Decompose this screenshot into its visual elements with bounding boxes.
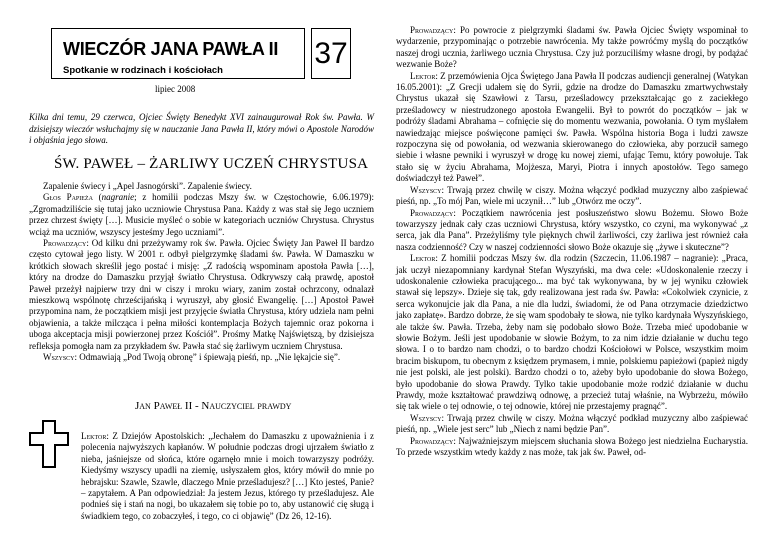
header-title-frame [51,28,305,79]
paragraph-text: Z Dziejów Apostolskich: „Jechałem do Damaszku z upoważnienia i z polecenia najwyższych kapłanów. W południe podczas drogi ujrzałem światło z nieba, jaśniejsze od słońca, które ogarnęło mnie i moich towarzyszy podróży. Kiedyśmy wszyscy upadli na ziemię, usłyszałem głos, który mówił do mnie po hebrajsku: Szawle, Szawle, dlaczego Mnie prześladujesz? […] Kto jesteś, Panie? – zapytałem. A Pan odpowiedział: Ja jestem Jezus, którego ty prześladujesz. Ale podnieś się i stań na nogi, bo ukazałem się tobie po to, aby ustanowić cię sługą i świadkiem tego, co zobaczyłeś, i tego, co ci objawię” (Dz 26, 12-16). [81,431,374,521]
paragraph: Prowadzący: Od kilku dni przeżywamy rok św. Pawła. Ojciec Święty Jan Paweł II bardzo często cytował jego listy. W 2001 r. odbył pielgrzymkę śladami św. Pawła. W Damaszku w krótkich słowach skreślił jego postać i misję: „Z radością wspominam apostoła Pawła […], który na drodze do Damaszku przyjął światło Chrystusa. Odkrywszy całą prawdę, apostoł Paweł przeżył najpierw trzy dni w ciszy i mroku wiary, zanim został ochrzcony, odnalazł mieszkową wspólnotę chrześcijańską i wyruszył, aby głosić Ewangelię. […] Apostoł Paweł przypomina nam, że początkiem misji jest przyjęcie światła Chrystusa, który udziela nam pełni objawienia, a także milcząca i pełna miłości kontemplacja Bożych tajemnic oraz pokorna i uboga akceptacja misji powierzonej przez Kościół”. Prośmy Matkę Najświętszą, by dzisiejsza refleksja pomogła nam za przykładem św. Pawła stać się żarliwym uczniem Chrystusa. [29,238,374,351]
paragraph-text: Z przemówienia Ojca Świętego Jana Pawła II podczas audiencji generalnej (Watykan 16.05.2001): „Z Grecji udałem się do Syrii, gdzie na drodze do Damaszku zmartwychwstały Chrystus ukazał się Szawłowi z Tarsu, prześladowcy przekształcając go z zaciekłego prześladowcy w niestrudzonego apostoła Ewangelii. Był to powrót do początków – jak w podróży śladami Abrahama – cofnięcie się do momentu wezwania, powołania. O tym myślałem nawiedzając miejsce poświęcone pamięci św. Pawła. Wspólna historia Boga i ludzi zawsze rozpoczyna się od powołania, od wezwania skierowanego do człowieka, aby porzucił samego siebie i własne pewniki i wyruszył w drogę ku nowej ziemi, ufając Temu, który powołuje. Tak stało się w życiu Abrahama, Mojżesza, Maryi, Piotra i innych apostołów. Tego samego doświadczył też Paweł”. [396,70,748,184]
section1-body [29,181,374,364]
paragraph: Wszyscy: Trwają przez chwilę w ciszy. Można włączyć podkład muzyczny albo zaśpiewać pieśń, np. „To mój Pan, wiele mi uczynił…” lub „Otwórz me oczy”. [396,184,748,207]
paragraph: Wszyscy: Trwają przez chwilę w ciszy. Można włączyć podkład muzyczny albo zaśpiewać pieśń, np. „Wiele jest serc” lub „Niech z nami będzie Pan”. [396,412,748,435]
paragraph-text: Trwają przez chwilę w ciszy. Można włączyć podkład muzyczny albo zaśpiewać pieśń, np. „To mój Pan, wiele mi uczynił…” lub „Otwórz me oczy”. [396,184,748,207]
paren-note: nagranie [101,192,135,203]
paragraph: Prowadzący: Początkiem nawrócenia jest posłuszeństwo słowu Bożemu. Słowo Boże towarzyszy jednak cały czas uczniowi Chrystusa, który wszystko, co czyni, ma wykonywać „z serca, jak dla Pana”. Przeżyliśmy tyle pięknych chwil żarliwości, czy żarliwa jest również cała nasza codzienność? Czy w naszej codzienności słowo Boże okazuje się „żywe i skuteczne”? [396,207,748,252]
right-column [396,25,748,458]
speaker-label: Lektor [410,70,436,81]
paragraph-text: Od kilku dni przeżywamy rok św. Pawła. Ojciec Święty Jan Paweł II bardzo często cytował jego listy. W 2001 r. odbył pielgrzymkę śladami św. Pawła. W Damaszku w krótkich słowach skreślił jego postać i misję: „Z radością wspominam apostoła Pawła […], który na drodze do Damaszku przyjął światło Chrystusa. Odkrywszy całą prawdę, apostoł Paweł przeżył najpierw trzy dni w ciszy i mroku wiary, zanim został ochrzcony, odnalazł mieszkową wspólnotę chrześcijańską i wyruszył, aby głosić Ewangelię. […] Apostoł Paweł przypomina nam, że początkiem misji jest przyjęcie światła Chrystusa, który udziela nam pełni objawienia, a także milcząca i pełna miłości kontemplacja Bożych tajemnic oraz pokorna i uboga akceptacja misji powierzonej przez Kościół”. Prośmy Matkę Najświętszą, by dzisiejsza refleksja pomogła nam za przykładem św. Pawła stać się żarliwym uczniem Chrystusa. [29,238,374,351]
paragraph-text: Odmawiają „Pod Twoją obronę” i śpiewają pieśń, np. „Nie lękajcie się”. [79,352,341,363]
paragraph: Wszyscy: Odmawiają „Pod Twoją obronę” i śpiewają pieśń, np. „Nie lękajcie się”. [43,352,341,363]
newsletter-title: WIECZÓR JANA PAWŁA II [63,39,279,59]
paragraph: Lektor: Z Dziejów Apostolskich: „Jechałem do Damaszku z upoważnienia i z polecenia najwyższych kapłanów. W południe podczas drogi ujrzałem światło z nieba, jaśniejsze od słońca, które ogarnęło mnie i moich towarzyszy podróży. Kiedyśmy wszyscy upadli na ziemię, usłyszałem głos, który mówił do mnie po hebrajsku: Szawle, Szawle, dlaczego Mnie prześladujesz? […] Kto jesteś, Panie? – zapytałem. A Pan odpowiedział: Ja jestem Jezus, którego ty prześladujesz. Ale podnieś się i stań na nogi, bo ukazałem się tobie po to, aby ustanowić cię sługą i świadkiem tego, co zobaczyłeś, i tego, co ci objawię” (Dz 26, 12-16). [81,431,374,521]
paragraph: Prowadzący: Po powrocie z pielgrzymki śladami św. Pawła Ojciec Święty wspominał to wydarzenie, przypominając o potrzebie nawrócenia. My także powróćmy myślą do początków naszej drogi ucznia, żarliwego ucznia Chrystusa. Czy już porzuciliśmy własne drogi, by podążać wezwanie Boże? [396,25,748,70]
header-box [51,28,351,98]
paragraph-text: Po powrocie z pielgrzymki śladami św. Pawła Ojciec Święty wspominał to wydarzenie, przypominając o potrzebie nawrócenia. My także powróćmy myślą do początków naszej drogi ucznia, żarliwego ucznia Chrystusa. Czy już porzuciliśmy własne drogi, by podążać wezwanie Boże? [396,25,748,70]
paragraph: Głos Papieża (nagranie; z homilii podczas Mszy św. w Częstochowie, 6.06.1979): „Zgromadziliście się tutaj jako uczniowie Chrystusa Pana. Każdy z was stał się Jego uczniem przez chrzest święty […]. Musicie myśleć o sobie w kategoriach uczniów Chrystusa. Chrystus wciąż ma uczniów, wszyscy jesteśmy Jego uczniami”. [29,192,374,237]
paragraph: Lektor: Z homilii podczas Mszy św. dla rodzin (Szczecin, 11.06.1987 – nagranie): „Praca, jak uczył niezapomniany kardynał Stefan Wyszyński, ma dwa cele: «Udoskonalenie rzeczy i udoskonalenie człowieka pracującego... ma być tak wykonywana, by w jej wyniku człowiek stawał się lepszy». Dzieje się tak, gdy realizowana jest rada św. Pawła: «Cokolwiek czynicie, z serca wykonujcie jak dla Pana, a nie dla ludzi, świadomi, że od Pana otrzymacie dziedzictwo jako zapłatę». Bardzo dobrze, że się wam spodobały te słowa, nie tylko kardynała Wyszyńskiego, ale także św. Pawła. Trzeba, żeby nam się podobało słowo Boże. Trzeba mieć upodobanie w słowie Bożym. Jeśli jest upodobanie w słowie Bożym, to za nim idzie działanie w duchu tego słowa. I o to bardzo nam chodzi, o to bardzo chodzi Kościołowi w Polsce, wszystkim moim bracim biskupom, tu obecnym z księdzem prymasem, i mnie, polskiemu papieżowi (papież nigdy nie jest polski, ale jest polski). Bardzo chodzi o to, ażeby było upodobanie do słowa Bożego, było upodobanie do słowa Prawdy. Tylko takie upodobanie może rodzić działanie w duchu Prawdy, może kształtować prawdziwą odnowę, a przecież tutaj właśnie, na Wybrzeżu, mówiło się tak wiele o tej odnowie, o tej odnowie, której nie przestajemy pragnąć”. [396,253,748,412]
speaker-label: Lektor [81,431,107,441]
section2-title: Jan Paweł II - Nauczyciel prawdy [135,400,292,412]
speaker-label: Prowadzący [410,25,454,35]
speaker-label: Wszyscy [43,352,75,363]
speaker-label: Prowadzący [410,207,454,218]
paragraph-text: Z homilii podczas Mszy św. dla rodzin (Szczecin, 11.06.1987 – nagranie): „Praca, jak uczył niezapomniany kardynał Stefan Wyszyński, ma dwa cele: «Udoskonalenie rzeczy i udoskonalenie człowieka pracującego... ma być tak wykonywana, by w jej wyniku człowiek stawał się lepszy». Dzieje się tak, gdy realizowana jest rada św. Pawła: «Cokolwiek czynicie, z serca wykonujcie jak dla Pana, a nie dla ludzi, świadomi, że od Pana otrzymacie dziedzictwo jako zapłatę». Bardzo dobrze, że się wam spodobały te słowa, nie tylko kardynała Wyszyńskiego, ale także św. Pawła. Trzeba, żeby nam się podobało słowo Boże. Trzeba mieć upodobanie w słowie Bożym. Jeśli jest upodobanie w słowie Bożym, to za nim idzie działanie w duchu tego słowa. I o to bardzo nam chodzi, o to bardzo chodzi Kościołowi w Polsce, wszystkim moim bracim biskupom, tu obecnym z księdzem prymasem, i mnie, polskiemu papieżowi (papież nigdy nie jest polski, ale jest polski). Bardzo chodzi o to, ażeby było upodobanie do słowa Bożego, było upodobanie do słowa Prawdy. Tylko takie upodobanie może rodzić działanie w duchu Prawdy, może kształtować prawdziwą odnowę, a przecież tutaj właśnie, na Wybrzeżu, mówiło się tak wiele o tej odnowie, o tej odnowie, której nie przestajemy pragnąć”. [396,253,748,412]
paragraph [29,181,374,192]
issue-date: lipiec 2008 [155,84,196,94]
newsletter-subtitle: Spotkanie w rodzinach i kościołach [63,65,223,76]
intro-paragraph: Kilka dni temu, 29 czerwca, Ojciec Święty Benedykt XVI zainaugurował Rok św. Pawła. W dzisiejszy wieczór wsłuchajmy się w nauczanie Jana Pawła II, który mówi o Apostole Narodów i objaśnia jego słowa. [29,112,374,146]
speaker-label: Prowadzący [43,238,87,249]
section1-title: ŚW. PAWEŁ – ŻARLIWY UCZEŃ CHRYSTUSA [54,156,369,172]
section2-body [29,431,374,522]
paragraph: Prowadzący: Najważniejszym miejscem słuchania słowa Bożego jest niedzielna Eucharystia. To przede wszystkim wtedy każdy z nas może, tak jak św. Paweł, od- [396,435,748,458]
speaker-label: Głos Papieża [43,192,93,203]
speaker-label: Prowadzący [410,435,454,446]
issue-number: 37 [311,28,351,79]
paragraph-text: Początkiem nawrócenia jest posłuszeństwo słowu Bożemu. Słowo Boże towarzyszy jednak cały czas uczniowi Chrystusa, który wszystko, co czyni, ma wykonywać „z serca, jak dla Pana”. Przeżyliśmy tyle pięknych chwil żarliwości, czy żarliwa jest również cała nasza codzienność? Czy w naszej codzienności słowo Boże okazuje się „żywe i skuteczne”? [396,207,748,252]
paragraph-text: z homilii podczas Mszy św. w Częstochowie, 6.06.1979): „Zgromadziliście się tutaj jako uczniowie Chrystusa Pana. Każdy z was stał się Jego uczniem przez chrzest święty […]. Musicie myśleć o sobie w kategoriach uczniów Chrystusa. Chrystus wciąż ma uczniów, wszyscy jesteśmy Jego uczniami”. [29,192,374,237]
paragraph: Lektor: Z przemówienia Ojca Świętego Jana Pawła II podczas audiencji generalnej (Watykan 16.05.2001): „Z Grecji udałem się do Syrii, gdzie na drodze do Damaszku zmartwychwstały Chrystus ukazał się Szawłowi z Tarsu, prześladowcy przekształcając go z zaciekłego prześladowcy w niestrudzonego apostoła Ewangelii. Był to powrót do początków – jak w podróży śladami Abrahama – cofnięcie się do momentu wezwania, powołania. O tym myślałem nawiedzając miejsce poświęcone pamięci św. Pawła. Wspólna historia Boga i ludzi zawsze rozpoczyna się od powołania, od wezwania skierowanego do człowieka, aby porzucił samego siebie i własne pewniki i wyruszył w drogę ku nowej ziemi, ufając Temu, który powołuje. Tak stało się w życiu Abrahama, Mojżesza, Maryi, Piotra i innych apostołów. Tego samego doświadczył też Paweł”. [396,70,748,184]
paragraph-text: Trwają przez chwilę w ciszy. Można włączyć podkład muzyczny albo zaśpiewać pieśń, np. „Wiele jest serc” lub „Niech z nami będzie Pan”. [396,412,748,435]
paragraph-text: Najważniejszym miejscem słuchania słowa Bożego jest niedzielna Eucharystia. To przede wszystkim wtedy każdy z nas może, tak jak św. Paweł, od- [396,435,748,458]
speaker-label: Wszyscy [410,412,442,423]
speaker-label: Wszyscy [410,184,442,195]
speaker-label: Lektor [410,253,436,264]
paragraph-text: Zapalenie świecy i „Apel Jasnogórski”. Zapalenie świecy. [43,181,252,191]
